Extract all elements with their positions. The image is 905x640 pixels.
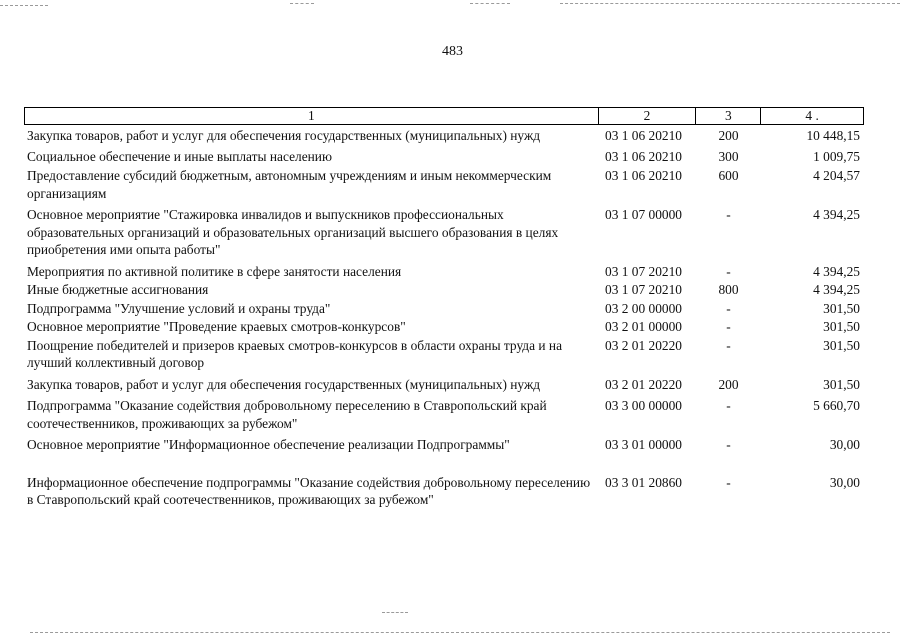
budget-table (24, 107, 864, 509)
row-amount: 301,50 (823, 300, 860, 316)
table-row (24, 474, 864, 509)
row-type: 200 (718, 376, 739, 392)
row-amount: 4 394,25 (813, 282, 860, 297)
table-row (24, 167, 864, 202)
row-name: Закупка товаров, работ и услуг для обеспечения государственных (муниципальных) нужд (27, 376, 541, 392)
row-type: 300 (718, 148, 739, 164)
row-name: Предоставление субсидий бюджетным, автономным учреждениям и иным некоммерческим организациям (27, 168, 552, 201)
row-code: 03 2 01 20220 (605, 376, 682, 392)
table-row (24, 206, 864, 259)
row-name: Информационное обеспечение подпрограммы "Оказание содействия добровольному переселению в Ставропольский край соотечественников, проживающих за рубежом" (27, 474, 591, 507)
row-name: Поощрение победителей и призеров краевых смотров-конкурсов в области охраны труда и на лучший коллективный договор (27, 337, 563, 370)
row-amount: 301,50 (823, 376, 860, 392)
row-code: 03 2 00 00000 (605, 300, 682, 316)
row-amount: 301,50 (823, 319, 860, 334)
row-name: Основное мероприятие "Проведение краевых смотров-конкурсов" (27, 319, 406, 334)
row-code: 03 2 01 20220 (605, 337, 682, 353)
row-type: 200 (718, 128, 739, 143)
row-name: Социальное обеспечение и иные выплаты населению (27, 148, 332, 164)
row-type: 800 (718, 282, 739, 297)
row-name: Подпрограмма "Улучшение условий и охраны труда" (27, 300, 331, 316)
row-type: - (726, 263, 731, 279)
table-row (24, 397, 864, 432)
table-row (24, 376, 864, 394)
table-row (24, 300, 864, 318)
row-name: Основное мероприятие "Информационное обеспечение реализации Подпрограммы" (27, 437, 510, 452)
row-type: - (726, 474, 731, 490)
scan-artifact-line (560, 3, 900, 4)
row-amount: 30,00 (829, 474, 860, 490)
row-code: 03 1 07 20210 (605, 263, 682, 279)
table-row (24, 436, 864, 454)
row-code: 03 1 06 20210 (605, 168, 682, 183)
row-type: - (726, 300, 731, 316)
row-amount: 1 009,75 (813, 148, 860, 164)
row-type: - (726, 437, 731, 452)
scan-artifact-line (0, 5, 48, 6)
header-col-4: 4 . (760, 108, 863, 124)
row-type: - (726, 398, 731, 413)
row-code: 03 1 07 20210 (605, 282, 682, 297)
row-amount: 4 204,57 (813, 168, 860, 183)
table-header (24, 107, 864, 125)
row-code: 03 1 06 20210 (605, 148, 682, 164)
table-row (24, 281, 864, 299)
row-code: 03 1 07 00000 (605, 207, 682, 222)
row-amount: 10 448,15 (806, 128, 860, 143)
row-name: Подпрограмма "Оказание содействия добровольному переселению в Ставропольский край соотечественников, проживающих за рубежом" (27, 398, 547, 431)
row-type: - (726, 337, 731, 353)
page-number: 483 (442, 44, 463, 59)
scan-artifact-line (30, 632, 890, 633)
row-type: - (726, 319, 731, 334)
row-code: 03 3 01 20860 (605, 474, 682, 490)
row-amount: 301,50 (823, 337, 860, 353)
scan-artifact-line (382, 612, 408, 613)
row-code: 03 1 06 20210 (605, 128, 682, 143)
table-row (24, 148, 864, 166)
row-amount: 30,00 (829, 437, 860, 452)
row-amount: 5 660,70 (813, 398, 860, 413)
table-row (24, 263, 864, 281)
scan-artifact-line (290, 3, 314, 4)
row-amount: 4 394,25 (813, 263, 860, 279)
row-type: - (726, 207, 731, 222)
row-name: Мероприятия по активной политике в сфере занятости населения (27, 263, 402, 279)
row-name: Иные бюджетные ассигнования (27, 282, 209, 297)
table-row (24, 318, 864, 336)
table-row (24, 337, 864, 372)
header-col-1: 1 (307, 108, 315, 123)
row-code: 03 2 01 00000 (605, 319, 682, 334)
table-row (24, 127, 864, 145)
row-name: Закупка товаров, работ и услуг для обеспечения государственных (муниципальных) нужд (27, 128, 541, 143)
scan-artifact-line (470, 3, 510, 4)
header-col-2: 2 (598, 108, 696, 124)
row-type: 600 (718, 168, 739, 183)
header-col-3: 3 (695, 108, 760, 124)
row-code: 03 3 00 00000 (605, 398, 682, 413)
row-name: Основное мероприятие "Стажировка инвалидов и выпускников профессиональных образовательных организаций и образовательных организаций высшего образования в целях приобретения ими опыта работы" (27, 207, 559, 257)
row-amount: 4 394,25 (813, 207, 860, 222)
row-code: 03 3 01 00000 (605, 437, 682, 452)
